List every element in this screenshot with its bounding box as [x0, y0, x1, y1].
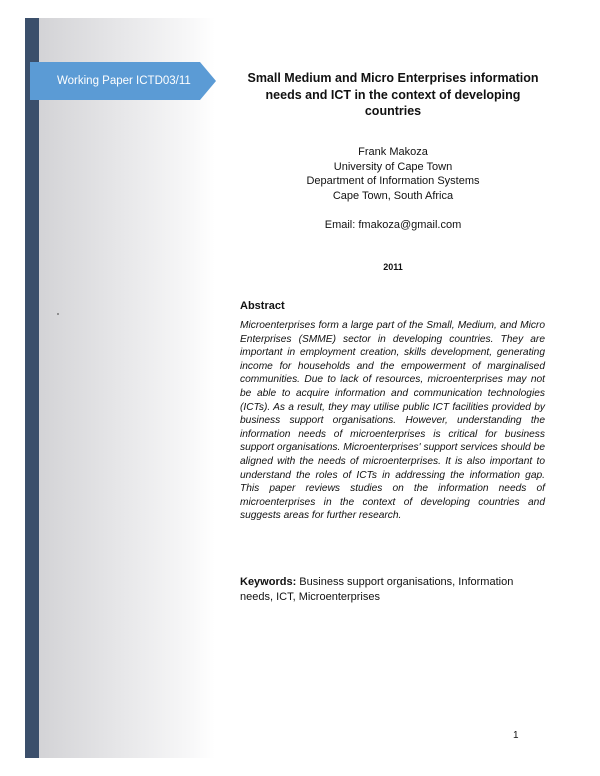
working-paper-banner [30, 62, 216, 100]
keywords-list: Business support organisations, Information needs, ICT, Microenterprises [240, 576, 514, 603]
sidebar-gradient-panel [39, 18, 215, 758]
decorative-dot [57, 313, 59, 315]
author-university: University of Cape Town [333, 160, 453, 173]
paper-title: Small Medium and Micro Enterprises information needs and ICT in the context of developing countries [247, 71, 539, 118]
publication-year: 2011 [383, 262, 403, 272]
abstract-body: Microenterprises form a large part of the Small, Medium, and Micro Enterprises (SMME) sector in developing countries. They are important in employment creation, skills development, generating income for households and the empowerment of marginalised communities. Due to lack of resources, microenterprises may not be able to acquire information and communication technologies (ICTs). As a result, they may utilise public ICT facilities provided by business support organisations. However, understanding the information needs of microenterprises is critical for business support organisations. Microenterprises' support services should be aligned with the needs of microenterprises. It is also important to understand the roles of ICTs in addressing the information gap. This paper reviews studies on the information needs of microenterprises in the context of developing countries and suggests areas for further research. [240, 320, 545, 522]
keywords-section [240, 575, 540, 605]
author-block [238, 145, 548, 203]
abstract-heading: Abstract [240, 300, 285, 312]
author-name: Frank Makoza [358, 146, 428, 158]
author-department: Department of Information Systems [306, 175, 480, 187]
author-location: Cape Town, South Africa [332, 189, 454, 202]
banner-label: Working Paper ICTD03/11 [57, 75, 191, 87]
author-email: Email: fmakoza@gmail.com [324, 219, 462, 231]
page-number: 1 [513, 730, 519, 741]
keywords-label: Keywords: [240, 576, 297, 588]
sidebar-dark-stripe [25, 18, 39, 758]
